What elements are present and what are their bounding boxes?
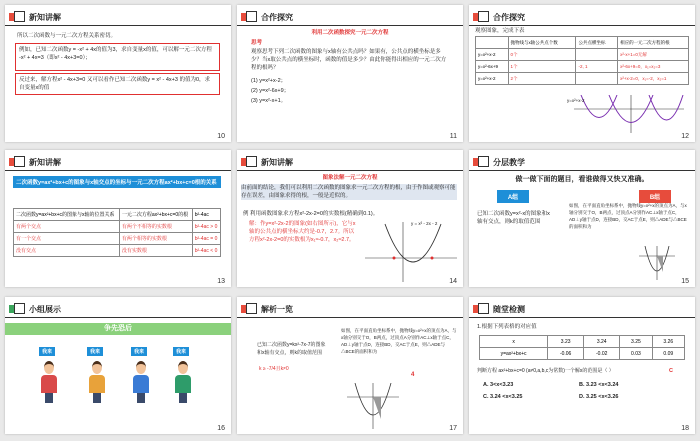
group-b-question: 如图，在平面直角坐标系中，抛物线y=x²+x的顶点为A，与x轴分别交于O，B两点，过顶点A分别作AC⊥x轴于点C，AD⊥y轴于点D，连接BD，交AC于点E，则△ADE与△BCE的面积和为 <box>569 203 687 229</box>
example-box <box>15 43 220 71</box>
slide-number: 18 <box>681 425 689 432</box>
slide-title: 合作探究 <box>261 12 293 22</box>
speech-sign: 我来 <box>131 347 147 356</box>
example-text: 例 利用函数图象求方程x²-2x-2=0的实数根(精确到0.1)。 <box>243 211 379 217</box>
reverse-text: 反过来，解方程x² - 4x+3=0 又可以看作已知二次函数y = x² - 4x+3 的值为0，求自变量x的值 <box>19 77 211 91</box>
slide-thumbnail-18[interactable] <box>469 297 695 434</box>
slide-header <box>473 301 525 317</box>
slide-title: 新知讲解 <box>261 157 293 167</box>
question-text: 判断方程 ax²+bx+c=0 (a≠0,a,b,c为常数)一个解x的范围是（ ） <box>477 368 614 374</box>
task-banner: 做一做下面的题目，看谁做得又快又准确。 <box>515 176 649 183</box>
slide-number: 16 <box>217 425 225 432</box>
group-b-tag: B组 <box>639 190 671 203</box>
presentation-icon <box>9 156 25 168</box>
presentation-icon <box>473 11 489 23</box>
question-text: 1.根据下列表格的对应值 <box>477 324 537 330</box>
slide-header <box>473 154 525 170</box>
slide-number: 10 <box>217 133 225 140</box>
presentation-icon <box>241 156 257 168</box>
slide-title: 新知讲解 <box>29 12 61 22</box>
option-a: A. 3<x<3.23 <box>483 382 514 388</box>
speech-sign: 我来 <box>39 347 55 356</box>
group-a-question: 已知二次函数y=kx²-7x-7的图象和x轴有交点，则k的取值范围 <box>257 342 326 356</box>
slide-thumbnail-15[interactable] <box>469 150 695 287</box>
slide-subtitle: 图象法解一元二次方程 <box>322 175 378 181</box>
student-figure <box>41 361 57 403</box>
slide-title: 合作探究 <box>493 12 525 22</box>
speech-sign: 我来 <box>173 347 189 356</box>
parabola-graph <box>363 220 459 282</box>
solution-text: 解：作y=x²-2x-2的图象(如右图所示)，它与x轴的公共点的横坐标大约是-0.7，2.7。所以方程x²-2x-2=0的实数根为x₁≈-0.7，x₂≈2.7。 <box>249 221 356 243</box>
banner: 争先恐后 <box>5 323 231 335</box>
slide-number: 17 <box>449 425 457 432</box>
think-label: 思考 <box>251 40 263 46</box>
values-table <box>479 335 685 360</box>
slide-title: 解析一览 <box>261 304 293 314</box>
table-row: 有两个交点 有两个不相等的实数根 b²-4ac > 0 <box>14 221 221 233</box>
slide-title: 随堂检测 <box>493 304 525 314</box>
table-caption: 观察图象，完成下表 <box>475 28 525 34</box>
table-row: 没有交点 没有实数根 b²-4ac < 0 <box>14 245 221 257</box>
student-figure <box>133 361 149 403</box>
geometry-figure <box>345 383 401 429</box>
group-a-question: 已知二次函数y=x²-x的图象和x轴有交点，则k的取值范围 <box>477 211 550 225</box>
slide-thumbnail-14[interactable] <box>237 150 463 287</box>
slide-subtitle: 利用二次函数探究一元二次方程 <box>311 30 389 36</box>
presentation-icon <box>241 11 257 23</box>
option-c: C. 3.24 <x<3.25 <box>483 394 523 400</box>
slide-number: 11 <box>449 133 457 140</box>
slide-header <box>473 9 525 25</box>
graph-label: y=x²+x-2 <box>567 98 585 103</box>
presentation-icon <box>9 303 25 315</box>
slide-header <box>9 9 61 25</box>
table-row: x 3.23 3.24 3.25 3.26 <box>480 336 685 348</box>
presentation-icon <box>241 303 257 315</box>
table-row: y=x²+x-2 0个 x²-x+1=0无解 <box>476 49 689 61</box>
option-d: D. 3.25 <x<3.26 <box>579 394 619 400</box>
option-b: B. 3.23 <x<3.24 <box>579 382 619 388</box>
roots-table: 抛物线与x轴公共点个数 公共点横坐标 相应的一元二次方程的根 y=x²+x-2 0个 x²-x+1=0无解 y=x²-6x+9 1个 -2, 1 x²-6x+9=0，x₁=x₂=3 y=x²+x-2 2个 x²+x-2=0，x₁=-2，x₂=1 <box>475 36 689 85</box>
slide-thumbnail-13[interactable] <box>5 150 231 287</box>
table-row: y=x²-6x+9 1个 -2, 1 x²-6x+9=0，x₁=x₂=3 <box>476 61 689 73</box>
slide-thumbnail-10[interactable] <box>5 5 231 142</box>
slide-number: 15 <box>681 278 689 285</box>
student-figure <box>89 361 105 403</box>
slide-header <box>9 154 61 170</box>
intro-text: 由前面的结论，我们可以利用二次函数的图象求一元二次方程的根，由于作图或观察可能存在误差，由图象求得的根，一般是近似的。 <box>241 185 456 199</box>
intro-text: 所以二次函数与一元二次方程关系密切。 <box>17 33 117 39</box>
slide-header <box>241 301 293 317</box>
slide-number: 14 <box>449 278 457 285</box>
student-figure <box>175 361 191 403</box>
example-text: 例如，已知二次函数y = -x² + 4x的值为3，求自变量x的值，可以解一元二次方程 -x² + 4x=3（即x² - 4x+3=0）； <box>19 47 212 61</box>
slide-title: 新知讲解 <box>29 157 61 167</box>
group-b-answer: 4 <box>411 372 415 378</box>
relation-banner: 二次函数y=ax²+bx+c的图象与x轴交点的坐标与一元二次方程ax²+bx+c=0根的关系 <box>13 176 221 188</box>
slide-number: 12 <box>681 133 689 140</box>
answer-text: C <box>669 368 673 374</box>
group-a-answer: k ≥ -7/4且k≠0 <box>259 366 289 372</box>
relation-table: 二次函数y=ax²+bx+c的图象与x轴的位置关系 一元二次方程ax²+bx+c=0的根 b²-4ac 有两个交点 有两个不相等的实数根 b²-4ac > 0 有一个交点 有两个相等的实数根 b²-4ac = 0 没有交点 没有实数根 b²-4ac < 0 <box>13 208 221 257</box>
slide-thumbnail-12[interactable] <box>469 5 695 142</box>
slide-number: 13 <box>217 278 225 285</box>
presentation-icon <box>473 303 489 315</box>
slide-header <box>241 154 293 170</box>
slide-title: 分层教学 <box>493 157 525 167</box>
presentation-icon <box>9 11 25 23</box>
table-row: y=ax²+bx+c -0.06 -0.02 0.03 0.09 <box>480 348 685 360</box>
equation-1: (1) y=x²+x-2； <box>251 78 287 84</box>
equation-2: (2) y=x²-6x+9； <box>251 88 290 94</box>
parabola-graph <box>569 95 689 133</box>
slide-header <box>241 9 293 25</box>
geometry-figure <box>637 246 677 280</box>
equation-3: (3) y=x²-x+1。 <box>251 98 287 104</box>
graph-label: y = x² - 2x - 2 <box>411 221 438 226</box>
speech-sign: 我来 <box>87 347 103 356</box>
slide-title: 小组展示 <box>29 304 61 314</box>
slide-header <box>9 301 61 317</box>
group-a-tag: A组 <box>497 190 529 203</box>
table-row: 有一个交点 有两个相等的实数根 b²-4ac = 0 <box>14 233 221 245</box>
slide-thumbnail-16[interactable] <box>5 297 231 434</box>
slide-thumbnail-17[interactable] <box>237 297 463 434</box>
think-text: 观察思考下列二次函数的图象与x轴有公共点吗？如果有，公共点的横坐标是多少？当x取公共点的横坐标时，函数的值是多少？由此你能得出相应的一元二次方程的根吗？ <box>251 49 447 71</box>
table-row: y=x²+x-2 2个 x²+x-2=0，x₁=-2，x₂=1 <box>476 73 689 85</box>
reverse-box <box>15 73 220 95</box>
slide-thumbnail-11[interactable] <box>237 5 463 142</box>
presentation-icon <box>473 156 489 168</box>
group-b-question: 如图，在平面直角坐标系中，抛物线y=x²+x的顶点为A，与x轴分别交于O，B两点，过顶点A分别作AC⊥x轴于点C，AD⊥y轴于点D，连接BD，交AC于点E，则△ADE与△BCE的面积和为 <box>341 328 457 354</box>
